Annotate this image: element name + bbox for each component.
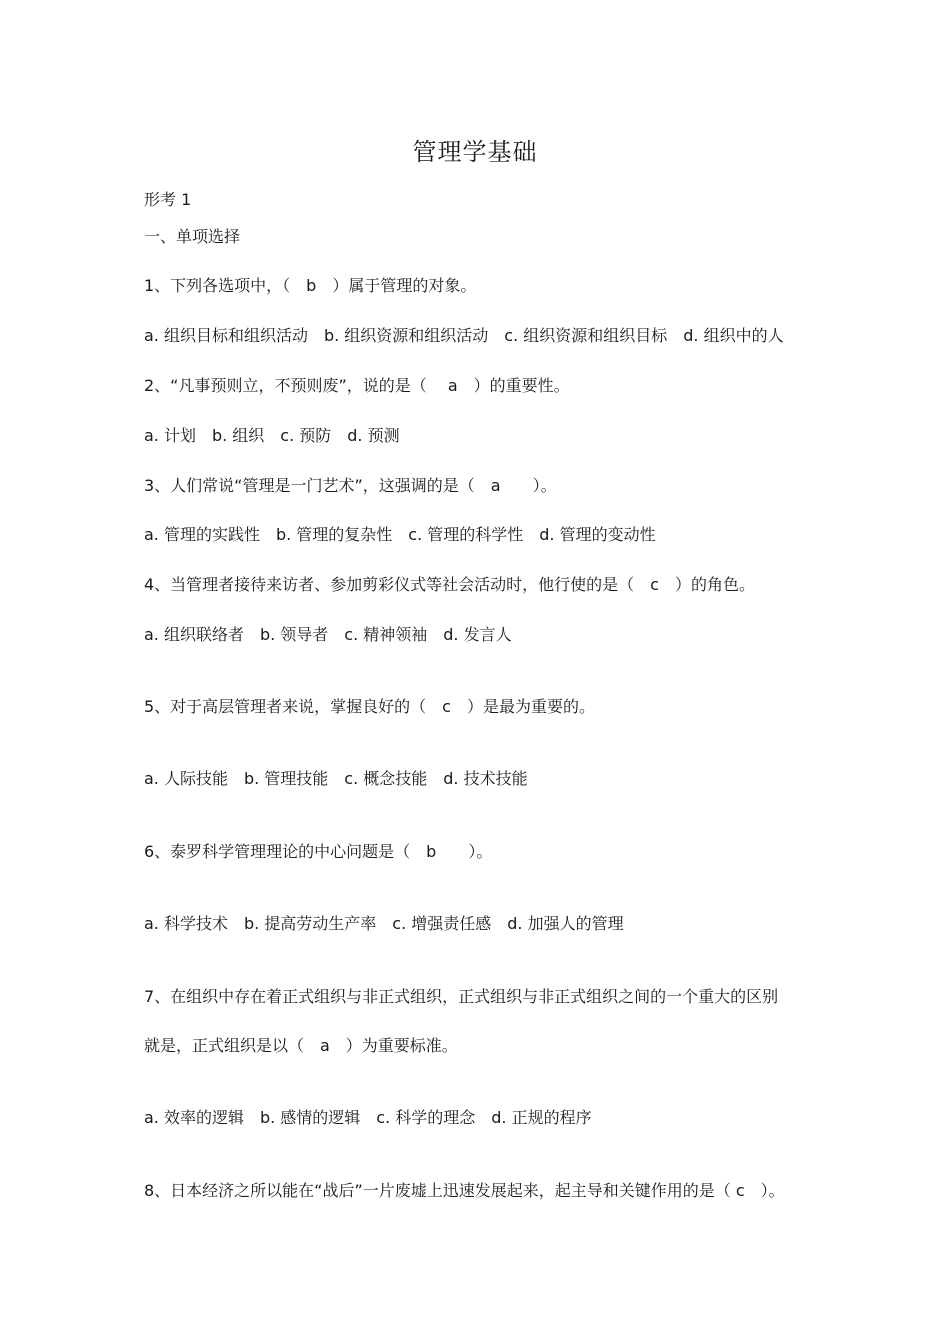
- question-5-options: a. 人际技能 b. 管理技能 c. 概念技能 d. 技术技能: [144, 769, 528, 788]
- question-5: 5、对于高层管理者来说，掌握良好的（ c ）是最为重要的。: [144, 697, 595, 716]
- question-3: 3、人们常说“管理是一门艺术”，这强调的是（ a ）。: [144, 476, 557, 495]
- question-6-options: a. 科学技术 b. 提高劳动生产率 c. 增强责任感 d. 加强人的管理: [144, 914, 624, 933]
- question-7-line-1: 7、在组织中存在着正式组织与非正式组织，正式组织与非正式组织之间的一个重大的区别: [144, 987, 779, 1006]
- question-6: 6、泰罗科学管理理论的中心问题是（ b ）。: [144, 842, 493, 861]
- question-7-options: a. 效率的逻辑 b. 感情的逻辑 c. 科学的理念 d. 正规的程序: [144, 1108, 592, 1127]
- question-8: 8、日本经济之所以能在“战后”一片废墟上迅速发展起来，起主导和关键作用的是（ c ）。: [144, 1181, 785, 1200]
- question-2: 2、“凡事预则立，不预则废”，说的是（ a ）的重要性。: [144, 376, 570, 395]
- question-1-options: a. 组织目标和组织活动 b. 组织资源和组织活动 c. 组织资源和组织目标 d. 组织中的人: [144, 326, 784, 345]
- assignment-label: 形考 1: [144, 190, 192, 209]
- question-3-options: a. 管理的实践性 b. 管理的复杂性 c. 管理的科学性 d. 管理的变动性: [144, 525, 656, 544]
- question-2-options: a. 计划 b. 组织 c. 预防 d. 预测: [144, 426, 400, 445]
- question-7-line-2: 就是，正式组织是以（ a ）为重要标准。: [144, 1036, 458, 1055]
- question-4-options: a. 组织联络者 b. 领导者 c. 精神领袖 d. 发言人: [144, 625, 512, 644]
- question-1: 1、下列各选项中，（ b ）属于管理的对象。: [144, 276, 477, 295]
- document-title: 管理学基础: [412, 138, 538, 166]
- question-4: 4、当管理者接待来访者、参加剪彩仪式等社会活动时，他行使的是（ c ）的角色。: [144, 575, 755, 594]
- section-heading: 一、单项选择: [144, 227, 241, 246]
